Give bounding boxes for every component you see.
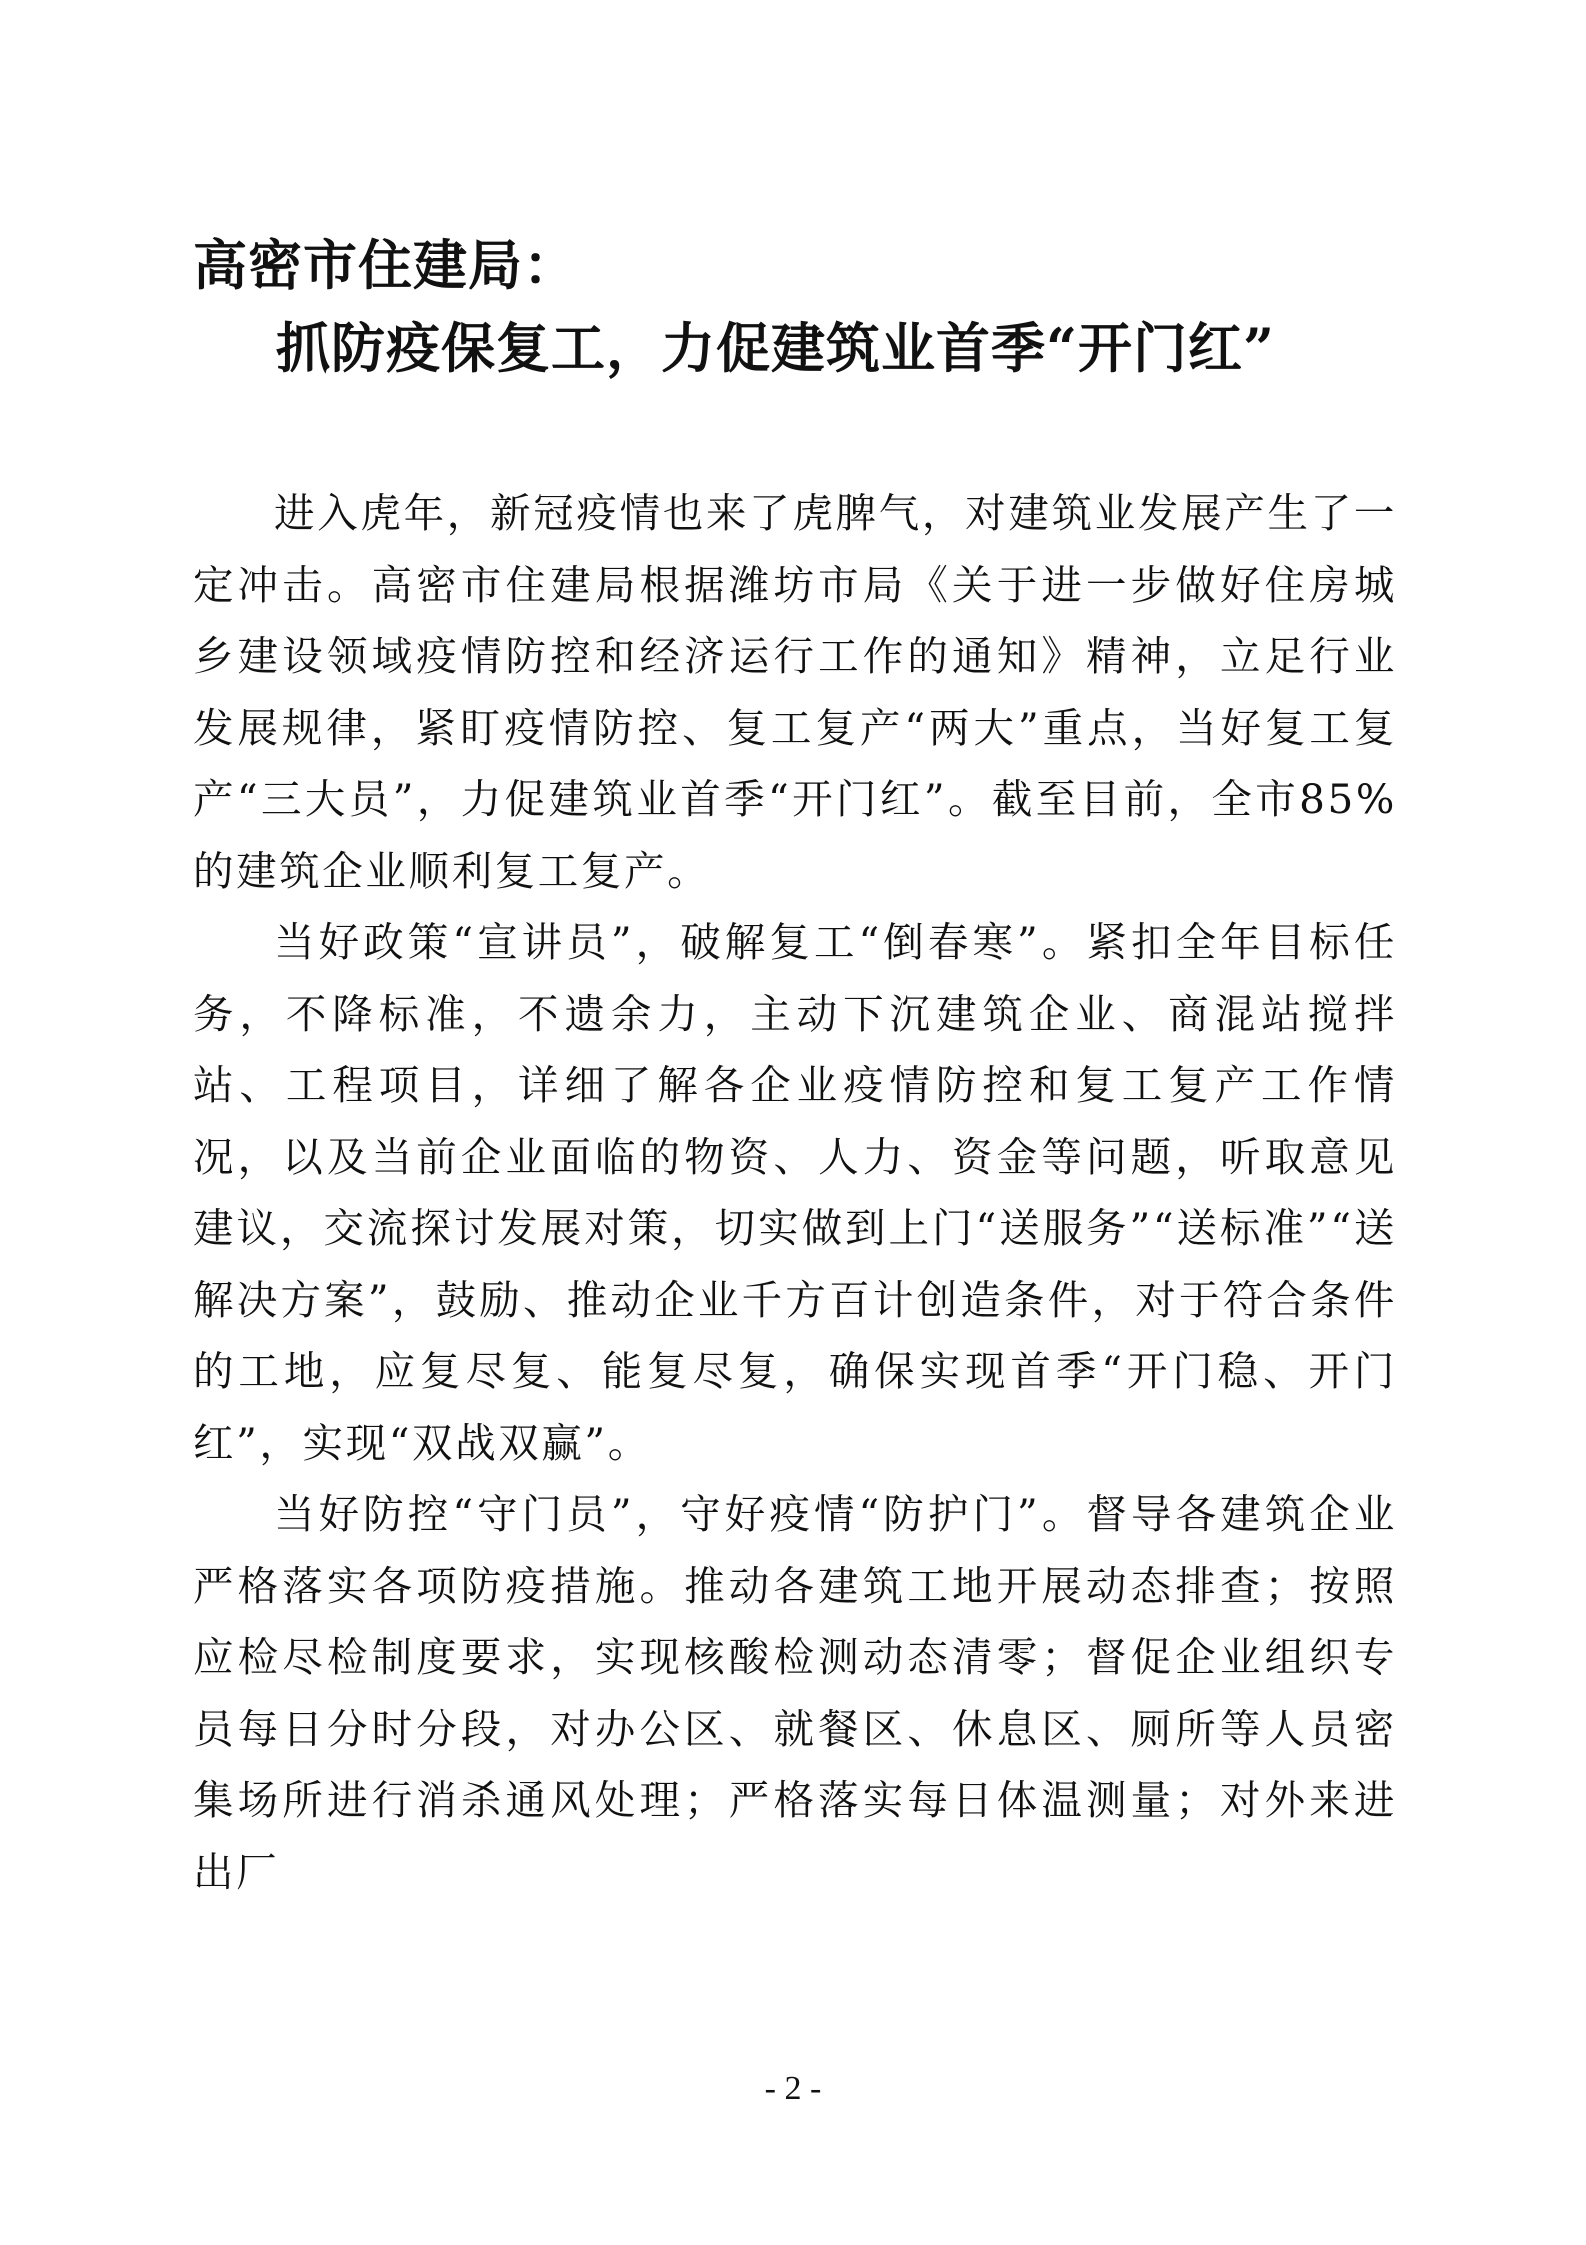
paragraph-intro: 进入虎年，新冠疫情也来了虎脾气，对建筑业发展产生了一定冲击。高密市住建局根据潍坊市局《关于进一步做好住房城乡建设领域疫情防控和经济运行工作的通知》精神，立足行业发展规律，紧盯疫情防控、复工复产“两大”重点，当好复工复产“三大员”，力促建筑业首季“开门红”。截至目前，全市85%的建筑企业顺利复工复产。 xyxy=(193,489,1397,895)
paragraph-prevention-goalkeeper: 当好防控“守门员”，守好疫情“防护门”。督导各建筑企业严格落实各项防疫措施。推动各建筑工地开展动态排查；按照应检尽检制度要求，实现核酸检测动态清零；督促企业组织专员每日分时分段，对办公区、就餐区、休息区、厕所等人员密集场所进行消杀通风处理；严格落实每日体温测量；对外来进出厂 xyxy=(193,1490,1397,1896)
paragraph-policy-advocate: 当好政策“宣讲员”，破解复工“倒春寒”。紧扣全年目标任务，不降标准，不遗余力，主动下沉建筑企业、商混站搅拌站、工程项目，详细了解各企业疫情防控和复工复产工作情况，以及当前企业面临的物资、人力、资金等问题，听取意见建议，交流探讨发展对策，切实做到上门“送服务”“送标准”“送解决方案”，鼓励、推动企业千方百计创造条件，对于符合条件的工地，应复尽复、能复尽复，确保实现首季“开门稳、开门红”，实现“双战双赢”。 xyxy=(193,918,1397,1467)
document-title-line-2: 抓防疫保复工，力促建筑业首季“开门红” xyxy=(276,316,1276,380)
document-body xyxy=(193,478,1397,1908)
page-number: - 2 - xyxy=(764,2070,822,2107)
document-title-line-1: 高密市住建局： xyxy=(193,233,578,297)
